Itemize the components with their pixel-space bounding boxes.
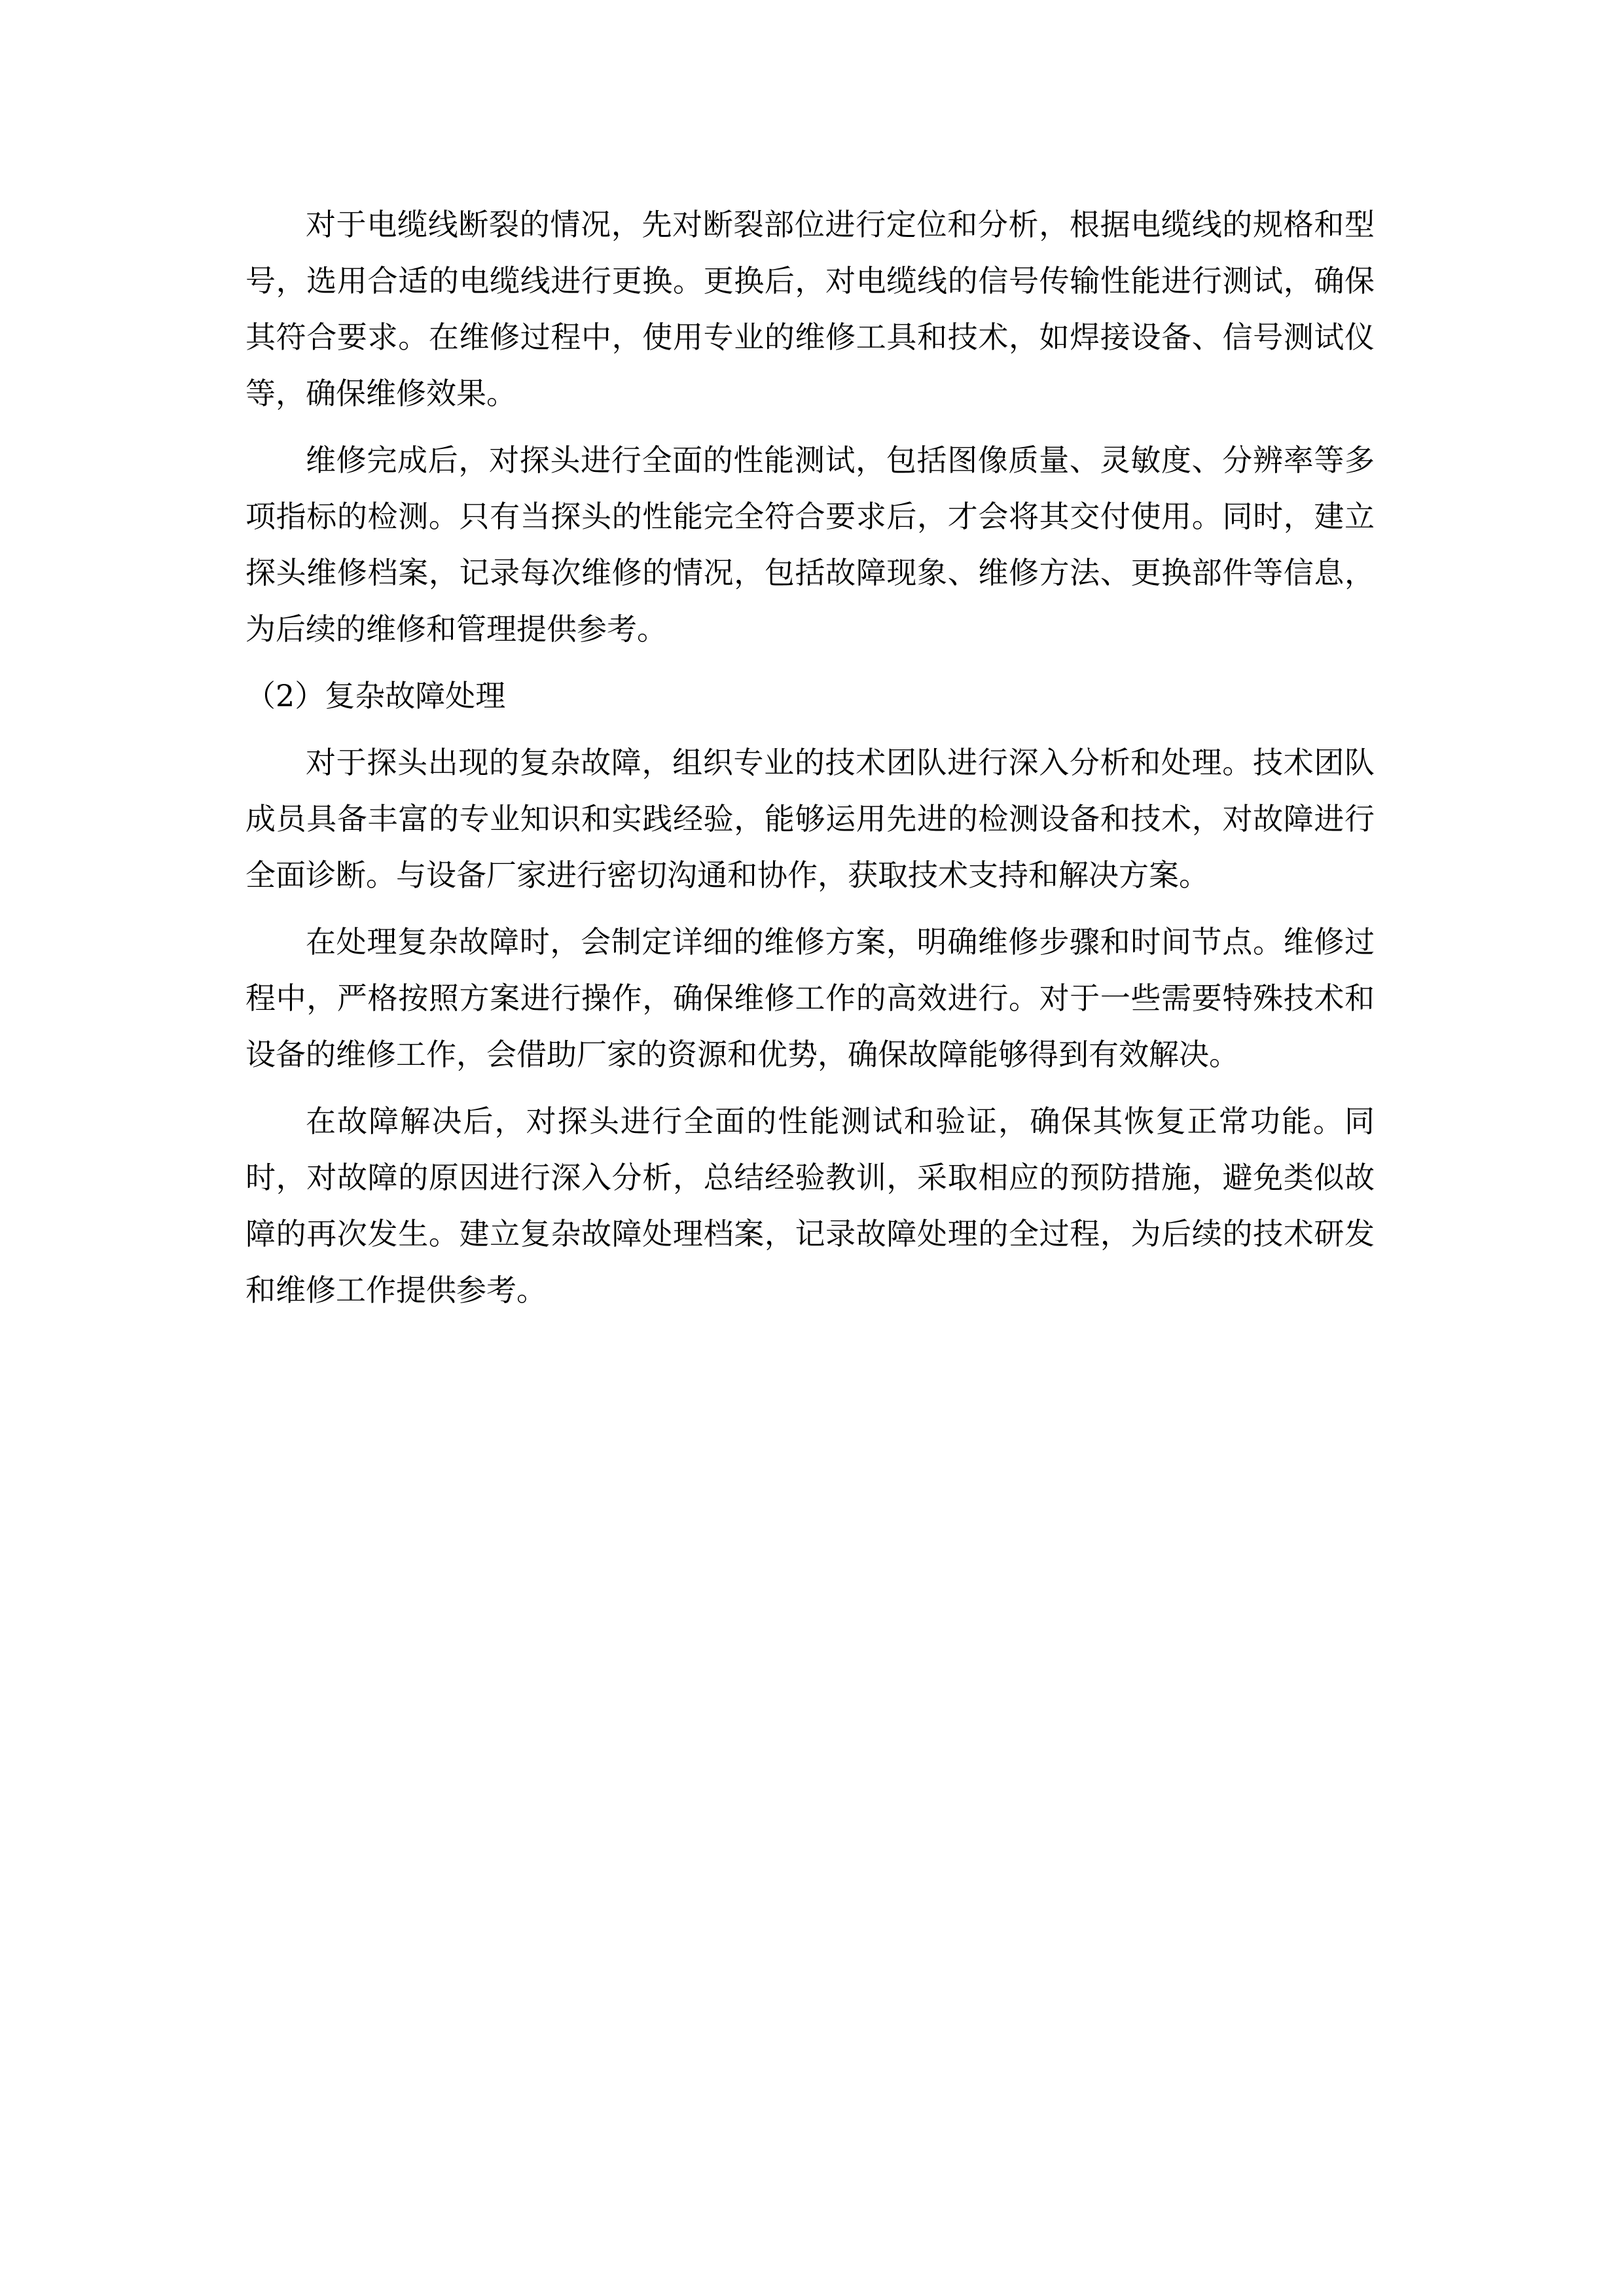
paragraph-complex-fault-team: 对于探头出现的复杂故障，组织专业的技术团队进行深入分析和处理。技术团队成员具备丰富的专业知识和实践经验，能够运用先进的检测设备和技术，对故障进行全面诊断。与设备厂家进行密切沟通和协作，获取技术支持和解决方案。 bbox=[245, 745, 1375, 893]
paragraph-cable-repair: 对于电缆线断裂的情况，先对断裂部位进行定位和分析，根据电缆线的规格和型号，选用合适的电缆线进行更换。更换后，对电缆线的信号传输性能进行测试，确保其符合要求。在维修过程中，使用专业的维修工具和技术，如焊接设备、信号测试仪等，确保维修效果。 bbox=[245, 207, 1375, 411]
document-body bbox=[245, 196, 1375, 1329]
paragraph-post-repair-testing: 维修完成后，对探头进行全面的性能测试，包括图像质量、灵敏度、分辨率等多项指标的检测。只有当探头的性能完全符合要求后，才会将其交付使用。同时，建立探头维修档案，记录每次维修的情况，包括故障现象、维修方法、更换部件等信息，为后续的维修和管理提供参考。 bbox=[245, 442, 1375, 647]
paragraph-repair-plan: 在处理复杂故障时，会制定详细的维修方案，明确维修步骤和时间节点。维修过程中，严格按照方案进行操作，确保维修工作的高效进行。对于一些需要特殊技术和设备的维修工作，会借助厂家的资源和优势，确保故障能够得到有效解决。 bbox=[245, 924, 1375, 1072]
section-heading-complex-faults: （2）复杂故障处理 bbox=[245, 678, 506, 713]
paragraph-verification-archive: 在故障解决后，对探头进行全面的性能测试和验证，确保其恢复正常功能。同时，对故障的原因进行深入分析，总结经验教训，采取相应的预防措施，避免类似故障的再次发生。建立复杂故障处理档案，记录故障处理的全过程，为后续的技术研发和维修工作提供参考。 bbox=[245, 1103, 1375, 1308]
